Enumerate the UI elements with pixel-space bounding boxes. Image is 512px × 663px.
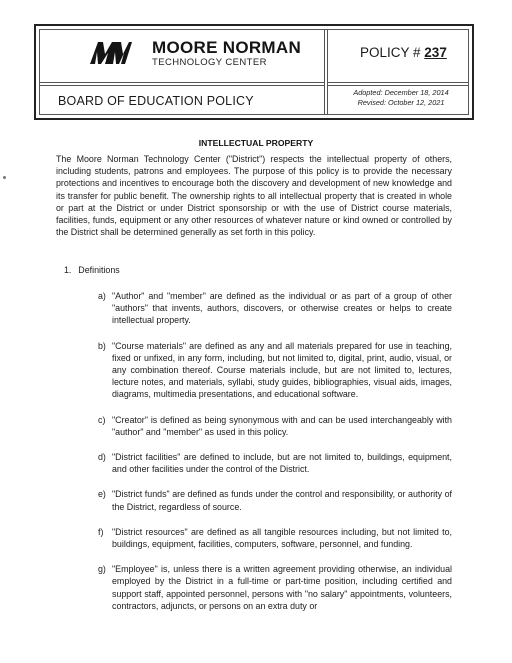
adopted-date: Adopted: December 18, 2014 [353,88,449,97]
definition-letter: f) [98,526,104,537]
document-title: INTELLECTUAL PROPERTY [198,138,314,148]
definition-text: "Employee" is, unless there is a written agreement providing otherwise, an individual employed by the District in a full-time or part-time position, including certified and support staff, appointed personnel, persons with "no salary" appointments, volunteers, contractors, adjuncts, or persons on an extra duty or [112,564,452,611]
header-inner-frame [39,29,469,115]
definition-text: "District facilities" are defined to include, but are not limited to, buildings, equipment, and other facilities under the control of the District. [112,452,452,475]
definition-text: "Course materials" are defined as any and all materials prepared for use in teaching, fixed or unfixed, in any form, including, but not limited to, digital, print, audio, visual, or any combination thereof. Course materials include, but are not limited to, lectures, lecture notes, and materials, syllabi, study guides, bibliographies, visual aids, images, diagrams, multimedia presentations, and educational software. [112,340,452,400]
definition-item [98,290,452,327]
definition-letter: c) [98,414,106,425]
definition-letter: d) [98,452,106,463]
definition-letter: b) [98,340,106,351]
revised-date: Revised: October 12, 2021 [357,98,445,107]
definition-letter: a) [98,291,106,301]
policy-number-label [360,45,447,60]
header-column-divider [324,30,325,114]
mntc-logo-icon [88,40,132,66]
intro-paragraph: The Moore Norman Technology Center ("District") respects the intellectual property of others, including students, patrons and employees. The purpose of this policy is to provide the necessary protections and incentives to encourage both the discovery and development of new knowledge and its transfer for public benefit. The ownership rights to all intellectual property that is created in whole or part at the District or under District sponsorship or with the use of District course materials, facilities, funds, equipment or any other resources of whatever nature or kind owned or controlled by the District shall be determined generally as set forth in this policy. [56,154,452,238]
org-name: MOORE NORMAN [152,38,302,57]
policy-header [34,24,474,120]
section-definitions-heading: 1. Definitions [64,265,120,275]
org-subtitle: TECHNOLOGY CENTER [152,57,267,68]
definition-letter: e) [98,489,106,500]
policy-dates [330,88,472,108]
definition-item [98,414,452,438]
definition-text: "Author" and "member" are defined as the individual or as part of a group of other "authors" that invents, authors, discovers, or otherwise creates or helps to create intellectual property. [112,291,452,326]
definitions-list [98,290,452,625]
policy-prefix: POLICY # [360,45,425,60]
definition-item [98,526,452,550]
header-row-divider-left [40,82,324,83]
definition-item [98,340,452,401]
header-row-divider-right [328,82,468,83]
definition-letter: g) [98,564,106,575]
policy-number: 237 [424,45,447,60]
margin-mark [3,176,6,179]
header-row-divider-right-inner [328,85,468,86]
header-row-divider-left-inner [40,85,324,86]
header-column-divider-inner [327,30,328,114]
definition-item [98,563,452,612]
definition-text: "Creator" is defined as being synonymous with and can be used interchangeably with "author" and "member" as used in this policy. [112,414,452,437]
board-policy-title: BOARD OF EDUCATION POLICY [58,94,254,108]
definition-text: "District resources" are defined as all tangible resources including, but not limited to, buildings, equipment, facilities, computers, software, personnel, and funding. [112,526,452,550]
definition-text: "District funds" are defined as funds under the control and responsibility, or authority of the District, regardless of source. [112,489,452,512]
definition-item [98,451,452,475]
definition-item [98,488,452,512]
